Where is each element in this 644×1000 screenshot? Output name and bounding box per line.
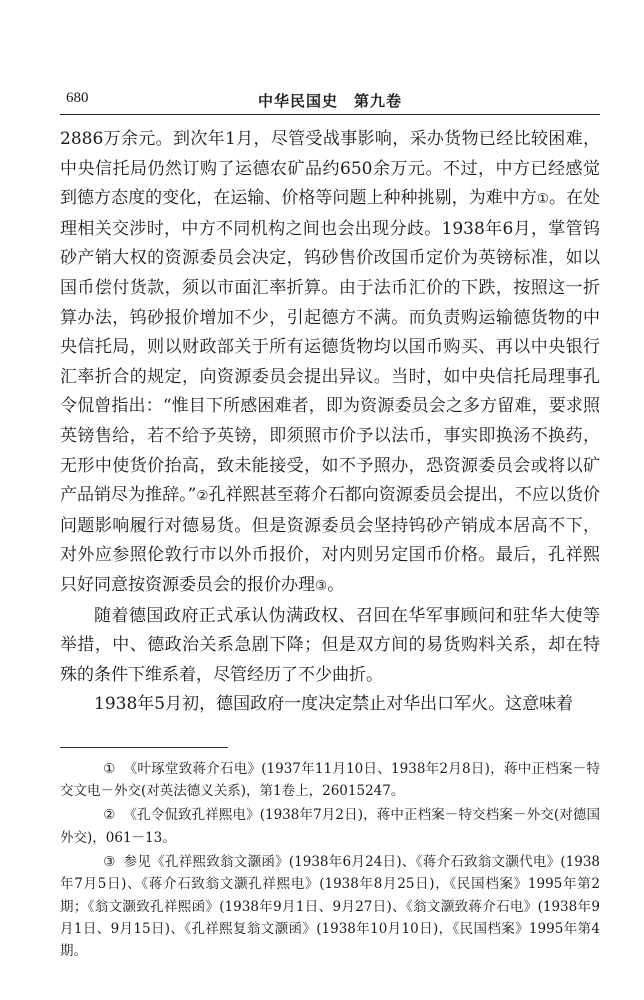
footnote-marker-3: ③ — [103, 854, 116, 871]
footnote-1 — [60, 758, 600, 803]
footnote-marker-2: ② — [103, 807, 116, 824]
footnote-text-2: 《孔令侃致孔祥熙电》(1938年7月2日)，蒋中正档案－特交档案－外交(对德国外交)，061－13。 — [60, 807, 600, 846]
footnote-2 — [60, 804, 600, 849]
running-title: 中华民国史 第九卷 — [257, 92, 402, 110]
body-text — [60, 125, 600, 720]
footnote-marker-1: ① — [103, 760, 116, 777]
footnote-text-3: 参见《孔祥熙致翁文灏函》(1938年6月24日)、《蒋介石致翁文灏代电》(1938年7月5日)、《蒋介石致翁文灏孔祥熙电》(1938年8月25日)，《民国档案》1995年第2期；《翁文灏致孔祥熙函》(1938年9月1日、9月27日)、《翁文灏致蒋介石电》(1938年9月1日、9月15日)、《孔祥熙复翁文灏函》(1938年10月10日)，《民国档案》1995年第4期。 — [60, 854, 600, 960]
footnote-text-1: 《叶琢堂致蒋介石电》(1937年11月10日、1938年2月8日)，蒋中正档案－特交文电－外交(对英法德义关系)，第1卷上，26015247。 — [60, 760, 600, 800]
paragraph-1-part-2: 。在处理相关交涉时，中方不同机构之间也会出现分歧。1938年6月，掌管钨砂产销大权的资源委员会决定，钨砂售价改国币定价为英镑标准，如以国币偿付货款，须以市面汇率折算。由于法币汇价的下跌，按照这一折算办法，钨砂报价增加不少，引起德方不满。而负责购运输德货物的中央信托局，则以财政部关于所有运德货物均以国币购买、再以中央银行汇率折合的规定，向资源委员会提出异议。当时，如中央信托局理事孔令侃曾指出：“惟目下所感困难者，即为资源委员会之多方留难，要求照英镑售给，若不给予英镑，即须照市价予以法币，事实即换汤不换药，无形中使货价抬高，致未能接受，如不予照办，恐资源委员会或将以矿产品销尽为推辞。” — [60, 188, 601, 506]
paragraph-1-part-1: 2886万余元。到次年1月，尽管受战事影响，采办货物已经比较困难，中央信托局仍然订购了运德农矿品约650余万元。不过，中方已经感觉到德方态度的变化，在运输、价格等问题上种种挑剔，为难中方 — [60, 129, 600, 209]
book-page — [60, 88, 600, 965]
page-number: 680 — [66, 90, 89, 106]
footnote-ref-2: ② — [196, 488, 209, 505]
paragraph-1-part-3: 孔祥熙甚至蒋介石都向资源委员会提出，不应以货价问题影响履行对德易货。但是资源委员会坚持钨砂产销成本居高不下，对外应参照伦敦行市以外币报价，对内则另定国币价格。最后，孔祥熙只好同意按资源委员会的报价办理 — [60, 485, 600, 595]
footnote-3 — [60, 851, 600, 962]
page-header — [60, 88, 600, 115]
paragraph-1-part-4: 。 — [327, 574, 345, 595]
paragraph-2: 随着德国政府正式承认伪满政权、召回在华军事顾问和驻华大使等举措，中、德政治关系急剧下降；但是双方间的易货购料关系，却在特殊的条件下维系着，尽管经历了不少曲折。 — [60, 605, 600, 685]
footnote-ref-3: ③ — [315, 577, 328, 594]
paragraph-3: 1938年5月初，德国政府一度决定禁止对华出口军火。这意味着 — [94, 694, 574, 715]
footnote-ref-1: ① — [536, 191, 549, 208]
footnotes — [60, 758, 600, 963]
paragraph-1 — [60, 125, 600, 602]
footnote-divider — [60, 747, 228, 748]
